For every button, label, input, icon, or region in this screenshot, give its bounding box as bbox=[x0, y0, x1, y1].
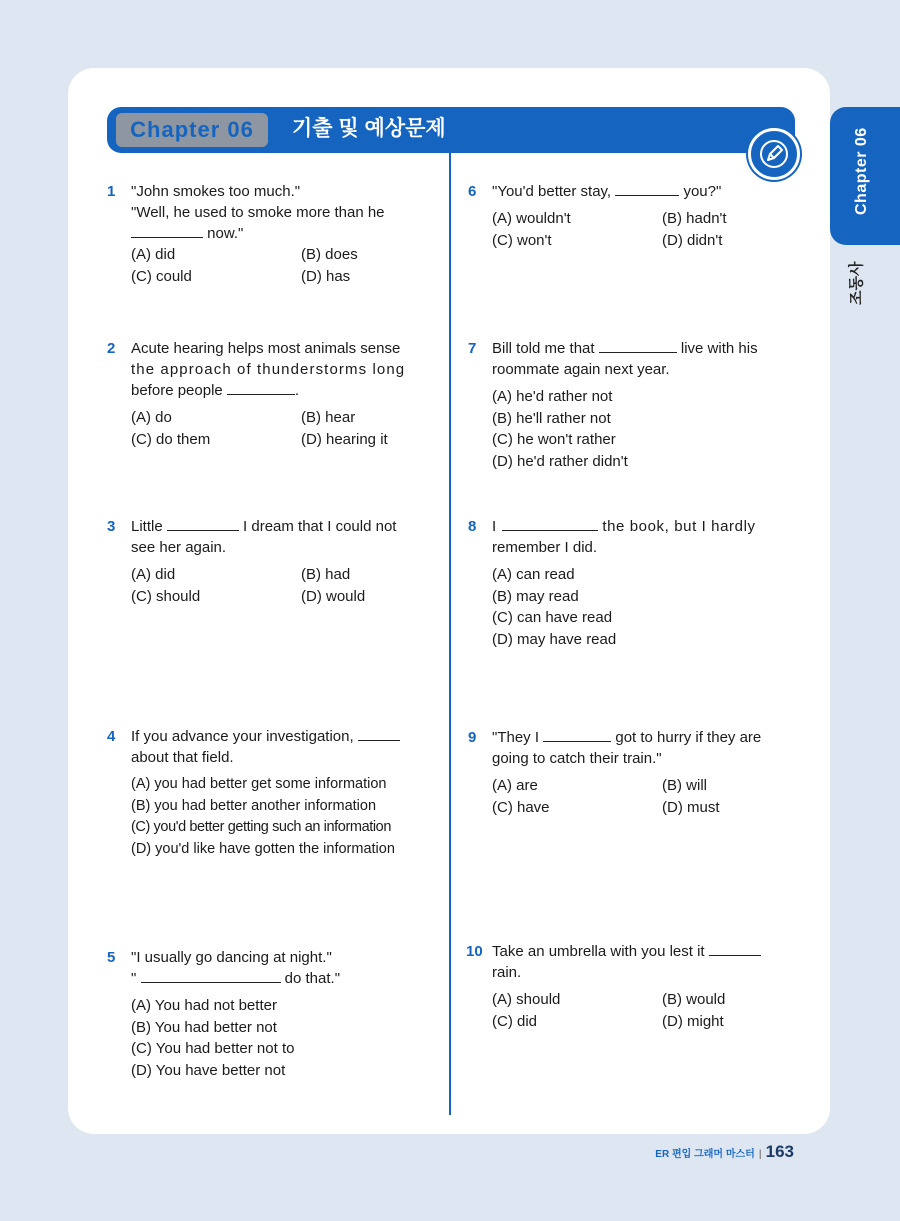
question-stem-line: "John smokes too much." bbox=[131, 183, 301, 200]
question-number: 2 bbox=[107, 340, 116, 357]
question-number: 7 bbox=[468, 340, 477, 357]
question-number: 10 bbox=[466, 943, 483, 960]
footer-separator: | bbox=[758, 1149, 762, 1160]
question-10 bbox=[468, 941, 812, 1032]
answer-option[interactable]: (B) you had better another information bbox=[131, 797, 377, 814]
answer-option[interactable]: (C) do them bbox=[131, 430, 211, 448]
answer-option[interactable]: (C) can have read bbox=[492, 609, 613, 626]
pencil-badge bbox=[748, 128, 800, 180]
question-stem-line: Acute hearing helps most animals sense bbox=[131, 340, 401, 357]
answer-option[interactable]: (C) have bbox=[492, 798, 550, 816]
answer-option[interactable]: (C) You had better not to bbox=[131, 1040, 295, 1057]
question-number: 8 bbox=[468, 518, 477, 535]
question-stem-text: If you advance your investigation, bbox=[131, 728, 358, 745]
answer-option[interactable]: (B) hear bbox=[301, 409, 356, 426]
answer-option[interactable]: (D) didn't bbox=[662, 231, 723, 249]
answer-option[interactable]: (D) may have read bbox=[492, 630, 617, 648]
answer-option[interactable]: (B) he'll rather not bbox=[492, 409, 611, 427]
question-stem-line: see her again. bbox=[131, 539, 227, 556]
answer-blank bbox=[599, 338, 677, 353]
question-stem-text: Bill told me that bbox=[492, 340, 599, 357]
question-stem-text: I bbox=[492, 518, 502, 535]
chapter-label: Chapter 06 bbox=[116, 113, 268, 147]
page-number: 163 bbox=[765, 1142, 794, 1161]
answer-blank bbox=[709, 941, 761, 956]
answer-option[interactable]: (A) you had better get some information bbox=[131, 776, 387, 792]
question-stem-text: . bbox=[294, 382, 300, 399]
answer-blank bbox=[167, 516, 239, 531]
question-stem-text: do that." bbox=[280, 970, 341, 987]
question-4 bbox=[107, 726, 431, 860]
question-stem-line: remember I did. bbox=[492, 539, 598, 556]
answer-blank bbox=[131, 223, 203, 238]
answer-option[interactable]: (D) would bbox=[301, 587, 366, 605]
question-number: 1 bbox=[107, 183, 116, 200]
answer-option[interactable]: (B) hadn't bbox=[662, 210, 727, 227]
answer-option[interactable]: (D) You have better not bbox=[131, 1061, 286, 1079]
answer-blank bbox=[502, 516, 598, 531]
question-stem-line: rain. bbox=[492, 964, 522, 981]
question-stem-line: the approach of thunderstorms long bbox=[131, 361, 406, 378]
question-6 bbox=[468, 181, 812, 251]
side-subject-label: 조동사 bbox=[848, 261, 865, 305]
question-stem-text: live with his bbox=[676, 340, 758, 357]
answer-option[interactable]: (B) You had better not bbox=[131, 1018, 277, 1036]
question-stem-line: going to catch their train." bbox=[492, 750, 662, 767]
answer-option[interactable]: (A) wouldn't bbox=[492, 210, 571, 227]
answer-blank bbox=[615, 181, 679, 196]
question-stem-line: roommate again next year. bbox=[492, 361, 670, 378]
column-divider bbox=[449, 153, 451, 1115]
answer-option[interactable]: (D) must bbox=[662, 798, 720, 816]
question-stem-text: Little bbox=[131, 518, 167, 535]
question-stem-text: before people bbox=[131, 382, 227, 399]
answer-option[interactable]: (A) he'd rather not bbox=[492, 388, 613, 405]
side-tab-label: Chapter 06 bbox=[853, 127, 870, 215]
answer-option[interactable]: (A) did bbox=[131, 246, 176, 263]
question-stem-text: now." bbox=[203, 225, 244, 242]
answer-option[interactable]: (D) has bbox=[301, 267, 351, 285]
question-stem-text: the book, but I hardly bbox=[597, 518, 756, 535]
question-5 bbox=[107, 947, 431, 1081]
question-8 bbox=[468, 516, 792, 650]
answer-blank bbox=[227, 380, 295, 395]
question-stem-text: Take an umbrella with you lest it bbox=[492, 943, 709, 960]
question-stem-text: I dream that I could not bbox=[238, 518, 397, 535]
page-title: 기출 및 예상문제 bbox=[292, 117, 446, 140]
answer-option[interactable]: (D) might bbox=[662, 1012, 724, 1030]
question-stem-text: "You'd better stay, bbox=[492, 183, 616, 200]
answer-option[interactable]: (B) had bbox=[301, 566, 351, 583]
question-1 bbox=[107, 181, 451, 287]
question-9 bbox=[468, 727, 812, 818]
question-number: 6 bbox=[468, 183, 477, 200]
answer-blank bbox=[543, 727, 611, 742]
question-stem-line: "Well, he used to smoke more than he bbox=[131, 204, 385, 221]
answer-option[interactable]: (C) he won't rather bbox=[492, 431, 616, 448]
book-title: ER 편입 그래머 마스터 bbox=[655, 1149, 755, 1160]
question-number: 4 bbox=[107, 728, 116, 745]
question-7 bbox=[468, 338, 792, 472]
question-stem-line: "I usually go dancing at night." bbox=[131, 949, 332, 966]
answer-option[interactable]: (B) may read bbox=[492, 587, 579, 605]
answer-option[interactable]: (D) he'd rather didn't bbox=[492, 452, 628, 470]
answer-option[interactable]: (C) could bbox=[131, 267, 192, 285]
answer-option[interactable]: (A) are bbox=[492, 777, 538, 794]
answer-blank bbox=[358, 726, 400, 741]
answer-option[interactable]: (B) does bbox=[301, 246, 358, 263]
question-stem-text: " bbox=[131, 970, 141, 987]
answer-option[interactable]: (A) do bbox=[131, 409, 172, 426]
answer-option[interactable]: (B) would bbox=[662, 991, 726, 1008]
question-2 bbox=[107, 338, 451, 450]
answer-option[interactable]: (A) You had not better bbox=[131, 997, 277, 1014]
answer-option[interactable]: (A) did bbox=[131, 566, 176, 583]
answer-option[interactable]: (A) should bbox=[492, 991, 561, 1008]
question-number: 5 bbox=[107, 949, 116, 966]
answer-blank bbox=[141, 968, 281, 983]
question-number: 9 bbox=[468, 729, 477, 746]
answer-option[interactable]: (A) can read bbox=[492, 566, 575, 583]
answer-option[interactable]: (C) should bbox=[131, 587, 201, 605]
question-number: 3 bbox=[107, 518, 116, 535]
question-stem-line: about that field. bbox=[131, 749, 234, 766]
answer-option[interactable]: (D) you'd like have gotten the information bbox=[131, 840, 395, 857]
pencil-icon bbox=[760, 140, 788, 168]
answer-option[interactable]: (D) hearing it bbox=[301, 430, 388, 448]
question-stem-text: got to hurry if they are bbox=[611, 729, 762, 746]
question-stem-text: you?" bbox=[679, 183, 722, 200]
answer-option[interactable]: (C) won't bbox=[492, 231, 552, 249]
question-3 bbox=[107, 516, 451, 607]
answer-option[interactable]: (C) you'd better getting such an information bbox=[131, 819, 392, 835]
page-footer bbox=[655, 1141, 794, 1163]
question-stem-text: "They I bbox=[492, 729, 544, 746]
answer-option[interactable]: (C) did bbox=[492, 1012, 538, 1030]
answer-option[interactable]: (B) will bbox=[662, 777, 707, 794]
